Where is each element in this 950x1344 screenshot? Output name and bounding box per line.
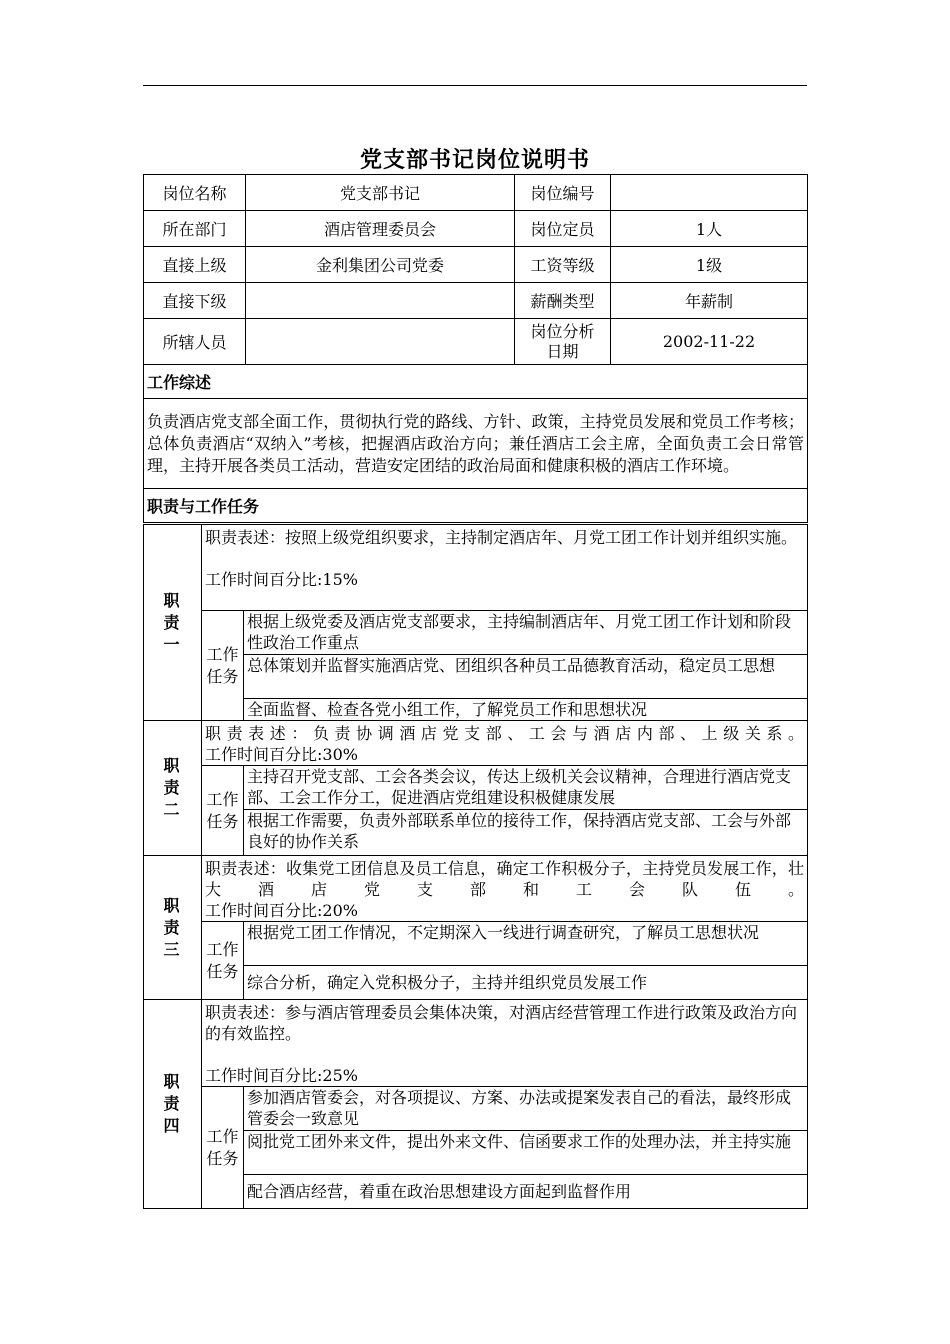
info-label: 岗位编号 (515, 175, 611, 211)
task-label: 工作 任务 (202, 1087, 244, 1209)
task-item: 根据工作需要，负责外部联系单位的接待工作，保持酒店党支部、工会与外部良好的协作关系 (244, 810, 808, 856)
duty-percent: 工作时间百分比:20% (205, 901, 358, 920)
duty-name-1 (144, 525, 202, 721)
info-label: 所辖人员 (144, 319, 246, 365)
task-item: 综合分析，确定入党积极分子，主持并组织党员发展工作 (244, 966, 808, 1000)
duty-statement (202, 1000, 808, 1087)
task-label: 工作 任务 (202, 611, 244, 721)
task-item: 参加酒店管委会，对各项提议、方案、办法或提案发表自己的看法，最终形成管委会一致意见 (244, 1087, 808, 1131)
info-label: 直接上级 (144, 247, 246, 283)
task-row (144, 1131, 808, 1175)
task-item: 主持召开党支部、工会各类会议，传达上级机关会议精神，合理进行酒店党支部、工会工作分工，促进酒店党组建设积极健康发展 (244, 766, 808, 810)
info-value (246, 319, 515, 365)
info-value (246, 283, 515, 319)
duties-heading-row (144, 489, 808, 523)
task-label: 工作 任务 (202, 922, 244, 1000)
duty-statement-row (144, 525, 808, 611)
info-label: 岗位定员 (515, 211, 611, 247)
duty-percent: 工作时间百分比:15% (205, 570, 358, 589)
info-label: 直接下级 (144, 283, 246, 319)
info-value: 1级 (611, 247, 808, 283)
header-rule (143, 85, 807, 86)
duty-percent: 工作时间百分比:30% (205, 745, 358, 764)
duty-name-text: 职 责 三 (163, 895, 182, 959)
duty-percent: 工作时间百分比:25% (205, 1066, 358, 1085)
job-description-table (143, 174, 808, 523)
duty-statement-text: 职责表述：负责协调酒店党支部、工会与酒店内部、上级关系。 (205, 724, 805, 743)
task-item: 全面监督、检查各党小组工作，了解党员工作和思想状况 (244, 699, 808, 721)
duties-heading: 职责与工作任务 (144, 489, 808, 523)
duty-statement-text: 职责表述：按照上级党组织要求，主持制定酒店年、月党工团工作计划并组织实施。 (205, 528, 798, 547)
task-item: 配合酒店经营，着重在政治思想建设方面起到监督作用 (244, 1175, 808, 1209)
duty-statement-row (144, 856, 808, 922)
summary-row (144, 399, 808, 489)
task-row (144, 1087, 808, 1131)
duty-name-text: 职 责 一 (163, 590, 182, 654)
info-value: 金利集团公司党委 (246, 247, 515, 283)
info-row (144, 211, 808, 247)
task-item: 根据党工团工作情况，不定期深入一线进行调查研究，了解员工思想状况 (244, 922, 808, 966)
task-row (144, 922, 808, 966)
info-label: 所在部门 (144, 211, 246, 247)
info-row (144, 175, 808, 211)
info-value: 年薪制 (611, 283, 808, 319)
document-title: 党支部书记岗位说明书 (359, 147, 590, 173)
info-value: 2002-11-22 (611, 319, 808, 365)
info-label: 薪酬类型 (515, 283, 611, 319)
info-value: 1人 (611, 211, 808, 247)
info-label: 岗位名称 (144, 175, 246, 211)
duty-name-text: 职 责 二 (163, 756, 182, 819)
info-value: 党支部书记 (246, 175, 515, 211)
task-row (144, 966, 808, 1000)
duty-statement (202, 721, 808, 766)
summary-heading: 工作综述 (144, 365, 808, 399)
task-item: 总体策划并监督实施酒店党、团组织各种员工品德教育活动，稳定员工思想 (244, 655, 808, 699)
duty-name-2 (144, 721, 202, 856)
summary-text: 负责酒店党支部全面工作，贯彻执行党的路线、方针、政策，主持党员发展和党员工作考核；总体负责酒店“双纳入”考核，把握酒店政治方向；兼任酒店工会主席，全面负责工会日常管理，主持开展各类员工活动，营造安定团结的政治局面和健康积极的酒店工作环境。 (144, 399, 808, 489)
duty-name-3 (144, 856, 202, 1000)
info-value (611, 175, 808, 211)
task-row (144, 810, 808, 856)
summary-heading-row (144, 365, 808, 399)
duty-statement (202, 525, 808, 611)
duty-statement (202, 856, 808, 922)
task-item: 根据上级党委及酒店党支部要求，主持编制酒店年、月党工团工作计划和阶段性政治工作重点 (244, 611, 808, 655)
duty-statement-text: 职责表述：参与酒店管理委员会集体决策，对酒店经营管理工作进行政策及政治方向的有效监控。 (205, 1003, 798, 1043)
task-row (144, 655, 808, 699)
task-row (144, 1175, 808, 1209)
duty-statement-text: 职责表述：收集党工团信息及员工信息，确定工作积极分子，主持党员发展工作，壮大酒店党支部和工会队伍。 (205, 859, 805, 899)
task-row (144, 766, 808, 810)
info-value: 酒店管理委员会 (246, 211, 515, 247)
task-row (144, 699, 808, 721)
info-label: 岗位分析日期 (515, 319, 611, 365)
duty-name-4 (144, 1000, 202, 1209)
duties-table (143, 524, 808, 1209)
duty-statement-row (144, 721, 808, 766)
info-row (144, 247, 808, 283)
task-row (144, 611, 808, 655)
task-label: 工作 任务 (202, 766, 244, 856)
duty-statement-row (144, 1000, 808, 1087)
info-row (144, 319, 808, 365)
task-item: 阅批党工团外来文件，提出外来文件、信函要求工作的处理办法，并主持实施 (244, 1131, 808, 1175)
info-label: 工资等级 (515, 247, 611, 283)
duty-name-text: 职 责 四 (163, 1072, 182, 1135)
info-row (144, 283, 808, 319)
